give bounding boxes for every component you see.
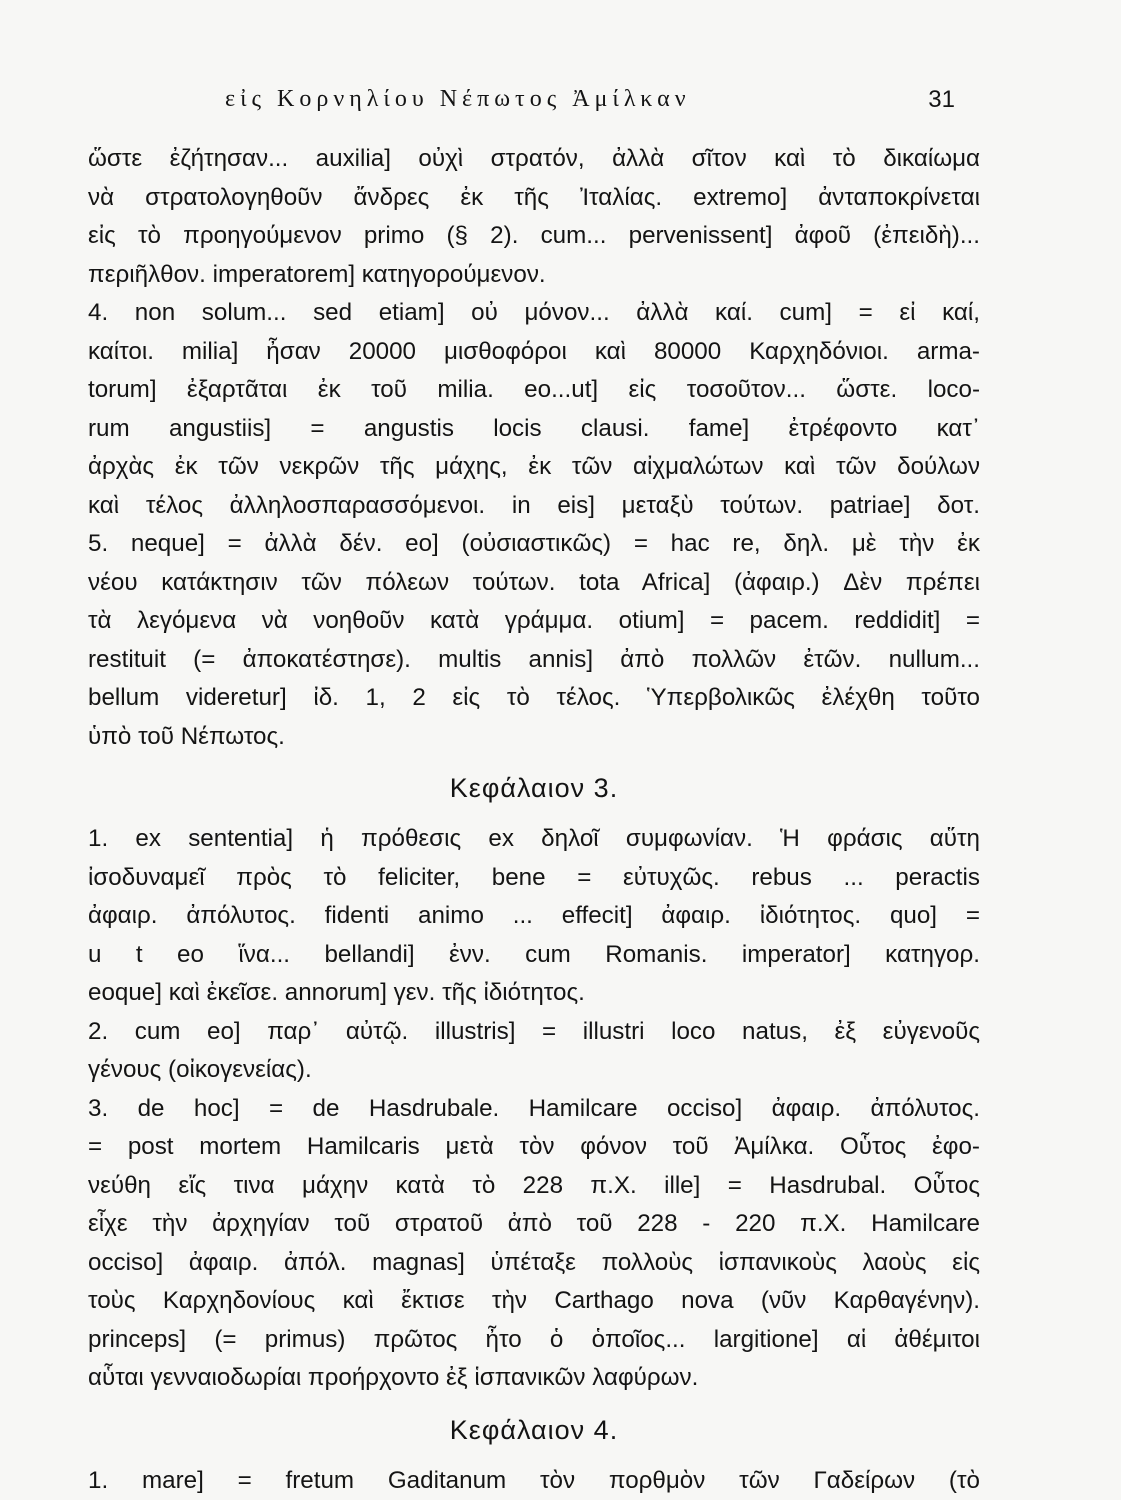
text-line: = post mortem Hamilcaris μετὰ τὸν φόνον τοῦ Ἀμίλκα. Οὗτος ἐφο- <box>88 1133 980 1160</box>
text-line: restituit (= ἀποκατέστησε). multis annis] ἀπὸ πολλῶν ἐτῶν. nullum... <box>88 645 980 673</box>
chapter-heading-3: Κεφάλαιον 3. <box>449 773 619 803</box>
text-line: eoque] καὶ ἐκεῖσε. annorum] γεν. τῆς ἰδιότητος. <box>88 979 585 1006</box>
text-line: ὑπὸ τοῦ Νέπωτος. <box>88 722 285 750</box>
text-line: ἰσοδυναμεῖ πρὸς τὸ feliciter, bene = εὐτυχῶς. rebus ... peractis <box>88 863 980 891</box>
text-line: καὶ τέλος ἀλληλοσπαρασσόμενοι. in eis] μεταξὺ τούτων. patriae] δοτ. <box>88 491 980 519</box>
text-line: torum] ἐξαρτᾶται ἐκ τοῦ milia. eo...ut] εἰς τοσοῦτον... ὥστε. loco- <box>88 376 980 403</box>
text-line: 5. neque] = ἀλλὰ δέν. eo] (οὐσιαστικῶς) = hac re, δηλ. μὲ τὴν ἐκ <box>88 530 980 557</box>
text-line: περιῆλθον. imperatorem] κατηγορούμενον. <box>88 260 546 288</box>
text-line: εἶχε τὴν ἀρχηγίαν τοῦ στρατοῦ ἀπὸ τοῦ 228 - 220 π.Χ. Hamilcare <box>88 1210 980 1237</box>
text-line: ἀρχὰς ἐκ τῶν νεκρῶν τῆς μάχης, ἐκ τῶν αἰχμαλώτων καὶ τῶν δούλων <box>88 453 980 480</box>
text-line: 2. cum eo] παρ᾽ αὐτῷ. illustris] = illustri loco natus, ἐξ εὐγενοῦς <box>88 1017 980 1045</box>
text-line: αὗται γενναιοδωρίαι προήρχοντο ἐξ ἱσπανικῶν λαφύρων. <box>88 1364 699 1391</box>
chapter-heading-4: Κεφάλαιον 4. <box>449 1414 619 1445</box>
text-line: καίτοι. milia] ἦσαν 20000 μισθοφόροι καὶ 80000 Καρχηδόνιοι. arma- <box>88 337 980 365</box>
text-line: τοὺς Καρχηδονίους καὶ ἔκτισε τὴν Carthago nova (νῦν Καρθαγένην). <box>88 1287 980 1314</box>
text-line: 4. non solum... sed etiam] οὐ μόνον... ἀλλὰ καί. cum] = εἰ καί, <box>88 299 980 326</box>
text-line: 3. de hoc] = de Hasdrubale. Hamilcare occiso] ἀφαιρ. ἀπόλυτος. <box>88 1094 980 1122</box>
text-line: νεύθη εἴς τινα μάχην κατὰ τὸ 228 π.Χ. ille] = Hasdrubal. Οὗτος <box>88 1171 980 1199</box>
section-chapter-3-notes <box>88 820 980 1398</box>
text-line: ἀφαιρ. ἀπόλυτος. fidenti animo ... effecit] ἀφαιρ. ἰδιότητος. quo] = <box>88 902 980 929</box>
section-chapter-2-notes <box>88 140 980 756</box>
running-header <box>225 86 955 113</box>
page-number: 31 <box>928 86 955 113</box>
text-line: bellum videretur] ἰδ. 1, 2 εἰς τὸ τέλος. Ὑπερβολικῶς ἐλέχθη τοῦτο <box>88 684 980 711</box>
text-line: νὰ στρατολογηθοῦν ἄνδρες ἐκ τῆς Ἰταλίας. extremo] ἀνταποκρίνεται <box>88 183 980 211</box>
header-title: εἰς Κορνηλίου Νέπωτος Ἀμίλκαν <box>225 86 691 112</box>
text-line: τὰ λεγόμενα νὰ νοηθοῦν κατὰ γράμμα. otium] = pacem. reddidit] = <box>88 607 980 634</box>
section-chapter-4-notes <box>88 1462 980 1500</box>
text-line: princeps] (= primus) πρῶτος ἦτο ὁ ὁποῖος... largitione] αἱ ἀθέμιτοι <box>88 1325 980 1353</box>
text-line: u t eo ἵνα... bellandi] ἐνν. cum Romanis. imperator] κατηγορ. <box>88 940 980 968</box>
text-line: 1. ex sententia] ἡ πρόθεσις ex δηλοῖ συμφωνίαν. Ἡ φράσις αὕτη <box>88 825 980 852</box>
page-body <box>88 140 980 1500</box>
text-line: γένους (οἰκογενείας). <box>88 1056 312 1083</box>
text-line: occiso] ἀφαιρ. ἀπόλ. magnas] ὑπέταξε πολλοὺς ἱσπανικοὺς λαοὺς εἰς <box>88 1248 980 1276</box>
text-line: νέου κατάκτησιν τῶν πόλεων τούτων. tota Africa] (ἀφαιρ.) Δὲν πρέπει <box>88 568 980 596</box>
text-line: εἰς τὸ προηγούμενον primo (§ 2). cum... pervenissent] ἀφοῦ (ἐπειδὴ)... <box>88 222 980 249</box>
text-line: ὥστε ἐζήτησαν... auxilia] οὐχὶ στρατόν, ἀλλὰ σῖτον καὶ τὸ δικαίωμα <box>88 145 980 172</box>
text-line: 1. mare] = fretum Gaditanum τὸν πορθμὸν τῶν Γαδείρων (τὸ <box>88 1466 980 1494</box>
text-line: rum angustiis] = angustis locis clausi. fame] ἐτρέφοντο κατ᾽ <box>88 414 980 442</box>
